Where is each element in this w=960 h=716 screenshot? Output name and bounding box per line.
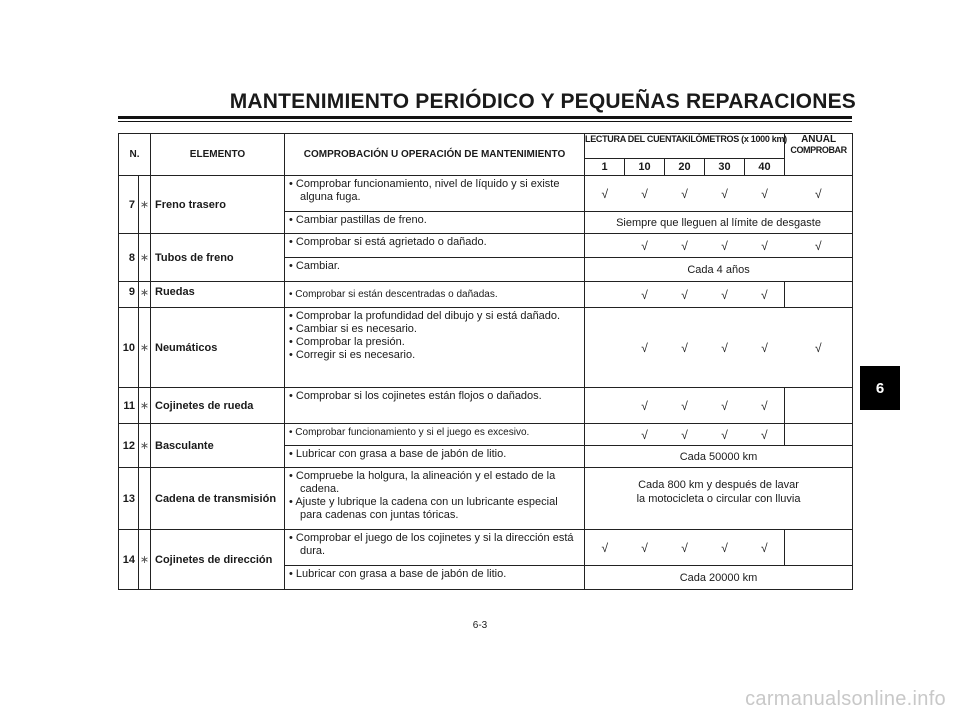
operation-text: • Ajuste y lubrique la cadena con un lubricante especial para cadenas con juntas tóricas. [289, 496, 558, 521]
check-mark: √ [625, 530, 665, 566]
check-mark: √ [705, 424, 745, 446]
col-header-anual [785, 134, 853, 176]
operation-text: • Comprobar la presión. [289, 336, 405, 348]
empty-cell [785, 388, 853, 424]
check-mark: √ [665, 176, 705, 212]
table-row [119, 530, 853, 566]
operation-cell [285, 530, 585, 566]
empty-cell [585, 388, 625, 424]
star-icon: ∗ [139, 308, 151, 388]
page-title: MANTENIMIENTO PERIÓDICO Y PEQUEÑAS REPARACIONES [229, 90, 856, 113]
operation-text: • Cambiar pastillas de freno. [289, 214, 427, 226]
empty-cell [785, 530, 853, 566]
table-row [119, 234, 853, 258]
col-header-operacion: COMPROBACIÓN U OPERACIÓN DE MANTENIMIENTO [285, 134, 585, 176]
km-header: 20 [665, 159, 705, 176]
empty-cell [585, 424, 625, 446]
table-row [119, 388, 853, 424]
check-mark: √ [745, 530, 785, 566]
table-row [119, 424, 853, 446]
anual-label: ANUAL [801, 134, 837, 145]
operation-cell [285, 446, 585, 468]
check-mark: √ [705, 530, 745, 566]
check-mark: √ [745, 282, 785, 308]
check-mark: √ [625, 388, 665, 424]
operation-text: • Comprobar si están descentradas o dañadas. [289, 289, 498, 300]
operation-cell [285, 282, 585, 308]
km-header: 1 [585, 159, 625, 176]
comprobar-label: COMPROBAR [790, 145, 847, 155]
row-number: 11 [119, 388, 139, 424]
operation-cell [285, 468, 585, 530]
operation-text: • Comprobar si está agrietado o dañado. [289, 236, 487, 248]
star-icon: ∗ [139, 176, 151, 234]
check-mark: √ [625, 234, 665, 258]
row-number: 9 [119, 282, 139, 308]
maintenance-table [118, 133, 853, 590]
star-icon: ∗ [139, 234, 151, 282]
star-icon: ∗ [139, 282, 151, 308]
row-element: Freno trasero [151, 176, 285, 234]
check-mark: √ [745, 308, 785, 388]
operation-cell [285, 176, 585, 212]
check-mark: √ [705, 282, 745, 308]
check-mark: √ [705, 308, 745, 388]
operation-text: • Comprobar si los cojinetes están flojos o dañados. [289, 390, 542, 402]
interval-note [585, 468, 853, 530]
row-element: Cojinetes de dirección [151, 530, 285, 590]
check-mark: √ [665, 388, 705, 424]
check-mark: √ [665, 308, 705, 388]
col-header-elemento: ELEMENTO [151, 134, 285, 176]
operation-cell [285, 258, 585, 282]
row-element: Cojinetes de rueda [151, 388, 285, 424]
operation-text: • Comprobar funcionamiento, nivel de líquido y si existe alguna fuga. [289, 178, 560, 203]
operation-text: • Cambiar si es necesario. [289, 323, 417, 335]
table-row [119, 468, 853, 530]
check-mark: √ [705, 388, 745, 424]
km-header: 40 [745, 159, 785, 176]
operation-text: • Lubricar con grasa a base de jabón de litio. [289, 448, 507, 460]
row-number: 13 [119, 468, 139, 530]
operation-text: • Compruebe la holgura, la alineación y el estado de la cadena. [289, 470, 556, 495]
check-mark: √ [625, 424, 665, 446]
row-number: 14 [119, 530, 139, 590]
empty-cell [585, 234, 625, 258]
row-number: 12 [119, 424, 139, 468]
km-header: 10 [625, 159, 665, 176]
interval-note: Cada 50000 km [585, 446, 853, 468]
empty-cell [585, 282, 625, 308]
operation-text: • Comprobar funcionamiento y si el juego es excesivo. [289, 427, 530, 438]
operation-cell [285, 234, 585, 258]
empty-cell [585, 308, 625, 388]
operation-cell [285, 212, 585, 234]
row-element: Cadena de transmisión [151, 468, 285, 530]
row-number: 7 [119, 176, 139, 234]
operation-cell [285, 388, 585, 424]
interval-note: Siempre que lleguen al límite de desgaste [585, 212, 853, 234]
check-mark: √ [625, 282, 665, 308]
km-header: 30 [705, 159, 745, 176]
row-number: 8 [119, 234, 139, 282]
check-mark: √ [745, 388, 785, 424]
interval-note: Cada 20000 km [585, 566, 853, 590]
check-mark: √ [705, 176, 745, 212]
page-number: 6-3 [472, 620, 488, 631]
check-mark: √ [665, 424, 705, 446]
star-icon: ∗ [139, 424, 151, 468]
check-mark: √ [585, 530, 625, 566]
operation-text: • Corregir si es necesario. [289, 349, 416, 361]
table-row [119, 308, 853, 388]
header-row [119, 134, 853, 159]
check-mark: √ [625, 308, 665, 388]
check-mark: √ [745, 176, 785, 212]
row-element: Basculante [151, 424, 285, 468]
check-mark: √ [785, 308, 853, 388]
check-mark: √ [625, 176, 665, 212]
empty-cell [785, 424, 853, 446]
title-rule-thin [118, 121, 852, 122]
check-mark: √ [665, 282, 705, 308]
check-mark: √ [785, 234, 853, 258]
title-rule [118, 116, 852, 119]
star-empty [139, 468, 151, 530]
operation-cell [285, 308, 585, 388]
star-icon: ∗ [139, 388, 151, 424]
chapter-tab: 6 [860, 366, 900, 410]
check-mark: √ [665, 234, 705, 258]
operation-text: • Cambiar. [289, 260, 340, 272]
check-mark: √ [665, 530, 705, 566]
star-icon: ∗ [139, 530, 151, 590]
row-element: Tubos de freno [151, 234, 285, 282]
table-row [119, 176, 853, 212]
operation-text: • Comprobar la profundidad del dibujo y si está dañado. [289, 310, 561, 322]
operation-cell [285, 424, 585, 446]
operation-text: • Lubricar con grasa a base de jabón de litio. [289, 568, 507, 580]
interval-note-line: Cada 800 km y después de lavar [638, 479, 799, 491]
table-row [119, 282, 853, 308]
row-element: Neumáticos [151, 308, 285, 388]
interval-note: Cada 4 años [585, 258, 853, 282]
operation-cell [285, 566, 585, 590]
row-element: Ruedas [151, 282, 285, 308]
interval-note-line: la motocicleta o circular con lluvia [636, 493, 801, 505]
check-mark: √ [745, 424, 785, 446]
row-number: 10 [119, 308, 139, 388]
col-header-lectura: LECTURA DEL CUENTAKILÓMETROS (x 1000 km) [585, 134, 785, 159]
check-mark: √ [705, 234, 745, 258]
check-mark: √ [745, 234, 785, 258]
check-mark: √ [585, 176, 625, 212]
operation-text: • Comprobar el juego de los cojinetes y si la dirección está dura. [289, 532, 574, 557]
col-header-n: N. [119, 134, 151, 176]
empty-cell [785, 282, 853, 308]
check-mark: √ [785, 176, 853, 212]
watermark: carmanualsonline.info [745, 688, 946, 710]
